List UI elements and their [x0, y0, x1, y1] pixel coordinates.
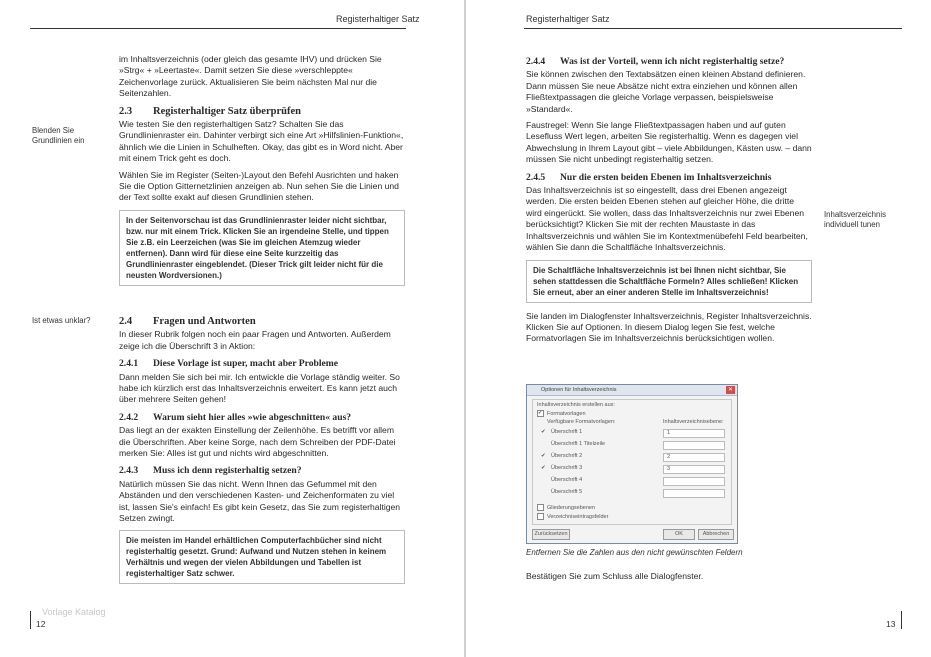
section-heading-2-4-2: 2.4.2 Warum sieht hier alles »wie abgeschnitten« aus? — [119, 411, 352, 423]
running-head-right: Registerhaltiger Satz — [526, 14, 610, 24]
running-head-left: Registerhaltiger Satz — [336, 14, 420, 24]
intro-paragraph: im Inhaltsverzeichnis (oder gleich das gesamte IHV) und drücken Sie »Strg« + »Leertaste«. Damit setzen Sie diese »verschleppte« Zeichenvorlage zurück. Aktualisieren Sie beim nächsten Mal nur die Seitenzahlen. — [119, 54, 382, 99]
col-level: Inhaltsverzeichnisebene: — [663, 419, 724, 425]
paragraph: Wählen Sie im Register (Seiten-)Layout den Befehl Ausrichten und haken Sie die Option Gitternetzlinien anzeigen ab. Nun sehen Sie die Linien und der Text sollte exakt auf diesen Grundlinien stehen. — [119, 169, 399, 203]
tip-box: In der Seitenvorschau ist das Grundlinienraster leider nicht sichtbar, bzw. nur mit einem Trick. Klicken Sie an irgendeine Stelle, und tippen Sie z.B. ein Leerzeichen (was Sie im gleichen Atemzug wieder entfernen). Dann wird für diese eine Seite kurzzeitig das Grundlinienraster eingeblendet. (Dieser Trick gilt leider nicht für die neusten Wordversionen.) — [119, 210, 405, 286]
section-heading-2-4: 2.4 Fragen und Antworten — [119, 315, 256, 327]
formatvorlagen-checkbox[interactable]: ✔ Formatvorlagen — [538, 410, 586, 417]
tip-box: Die Schaltfläche Inhaltsverzeichnis ist bei Ihnen nicht sichtbar, Sie sehen stattdessen die Schaltfläche Formeln? Alles schließen! Klicken Sie erneut, aber an einer anderen Stelle im Inhaltsverzeichnis! — [526, 260, 812, 303]
margin-note-ihv: Inhaltsverzeichnis individuell tunen — [824, 210, 886, 229]
section-heading-2-4-5: 2.4.5 Nur die ersten beiden Ebenen im Inhaltsverzeichnis — [526, 171, 772, 183]
dialog-title: Optionen für Inhaltsverzeichnis — [527, 385, 737, 396]
col-available: Verfügbare Formatvorlagen: — [547, 419, 616, 425]
style-row: Überschrift 5 — [551, 489, 583, 495]
section-heading-2-4-1: 2.4.1 Diese Vorlage ist super, macht aber Probleme — [119, 358, 339, 370]
paragraph: Sie landen im Dialogfenster Inhaltsverzeichnis, Register Inhaltsverzeichnis. Klicken Sie auf Optionen. In diesem Dialog legen Sie fest, welche Formatvorlagen Sie im Inhaltsverzeichnis berücksichtigen wollen. — [526, 310, 812, 344]
group-label: Inhaltsverzeichnis erstellen aus: — [537, 402, 615, 408]
dialog-group — [532, 399, 732, 525]
footer-bar-left — [30, 611, 31, 629]
level-field[interactable] — [663, 489, 725, 498]
figure-caption: Entfernen Sie die Zahlen aus den nicht gewünschten Feldern — [526, 548, 743, 557]
toc-options-dialog — [526, 384, 738, 544]
margin-note-unklar: Ist etwas unklar? — [32, 316, 91, 325]
header-rule-left — [30, 28, 406, 29]
level-field[interactable]: 3 — [663, 465, 725, 474]
right-body — [526, 56, 812, 350]
left-body — [119, 54, 405, 592]
paragraph: Wie testen Sie den registerhaltigen Satz? Schalten Sie das Grundlinienraster ein. Dahinter verbirgt sich eine Art »Hilfslinien-Funktion«, ähnlich wie die Linien in Schulheften. Okay, das gibt es in Word nicht. Aber mit einem Trick geht es doch. — [119, 119, 404, 164]
page-number-left: 12 — [36, 619, 46, 629]
section-heading-2-3: 2.3 Registerhaltiger Satz überprüfen — [119, 105, 301, 117]
paragraph: Dann melden Sie sich bei mir. Ich entwickle die Vorlage ständig weiter. So habe ich kürzlich erst das Inhaltsverzeichnis erweitert. Es kann jetzt auch über mehrere Seiten gehen! — [119, 371, 400, 405]
paragraph: Sie können zwischen den Textabsätzen einen kleinen Abstand definieren. Dann müssen Sie neue Absätze nicht extra einziehen und können allen Fließtextpassagen die gleiche Vorlage verpassen, beispielsweise »Standard«. — [526, 69, 806, 114]
margin-note-grundlinien: Blenden Sie Grundlinien ein — [32, 126, 85, 145]
cancel-button[interactable]: Abbrechen — [698, 529, 734, 540]
section-heading-2-4-4: 2.4.4 Was ist der Vorteil, wenn ich nicht registerhaltig setze? — [526, 56, 785, 67]
paragraph: In dieser Rubrik folgen noch ein paar Fragen und Antworten. Außerdem zeige ich die Überschrift 3 in Aktion: — [119, 329, 391, 351]
ok-button[interactable]: OK — [663, 529, 695, 540]
page-number-right: 13 — [886, 619, 896, 629]
reset-button[interactable]: Zurücksetzen — [532, 529, 570, 540]
paragraph: Das Inhaltsverzeichnis ist so eingestellt, dass drei Ebenen angezeigt werden. Die ersten beiden Ebenen stehen auf gleicher Höhe, die dritte wird eingerückt. Sie wollen, dass das Inhaltsverzeichnis nur zwei Ebenen berücksichtigt? Klicken Sie mit der rechten Maustaste in das Inhaltsverzeichnis und wählen Sie im Kontextmenübefehl Feld bearbeiten, wählen Sie dann die Schaltfläche Inhaltsverzeichnis. — [526, 185, 808, 253]
tip-box: Die meisten im Handel erhältlichen Computerfachbücher sind nicht registerhaltig gesetzt. Grund: Aufwand und Nutzen stehen in keinem Verhältnis und wegen der vielen Abbildungen und Tabellen ist registerhaltiger Satz schwer. — [119, 530, 405, 584]
close-icon[interactable]: ✕ — [727, 387, 734, 393]
paragraph: Faustregel: Wenn Sie lange Fließtextpassagen haben und auf guten Lesefluss Wert legen, arbeiten Sie registerhaltig. Wenn es dagegen viel Abwechslung in Ihrem Layout gibt – viele Abbildungen, Kästen usw. – dann müssen Sie nicht unbedingt registerhaltig setzen. — [526, 120, 812, 165]
watermark: Vorlage Katalog — [42, 607, 106, 617]
style-row: ✔ Überschrift 3 — [541, 465, 583, 471]
style-row: Überschrift 4 — [551, 477, 583, 483]
style-row: ✔ Überschrift 1 — [541, 429, 583, 435]
section-heading-2-4-3: 2.4.3 Muss ich denn registerhaltig setzen? — [119, 465, 302, 477]
footer-bar-right — [901, 611, 902, 629]
gliederung-checkbox[interactable]: Gliederungsebenen — [537, 504, 595, 511]
header-rule-right — [524, 28, 902, 29]
level-field[interactable] — [663, 477, 725, 486]
level-field[interactable]: 1 — [663, 429, 725, 438]
style-row: Überschrift 1 Titelzeile — [551, 441, 606, 447]
paragraph: Natürlich müssen Sie das nicht. Wenn Ihnen das Gefummel mit den Abständen und den verschiedenen Kasten- und Zeichenformaten zu viel ist, lassen Sie's einfach! Es gibt kein Gesetz, das Sie zum registerhaltigen Setzen zwingt. — [119, 478, 401, 523]
level-field[interactable]: 2 — [663, 453, 725, 462]
eintrag-checkbox[interactable]: Verzeichniseintragsfelder — [537, 513, 608, 520]
closing-paragraph: Bestätigen Sie zum Schluss alle Dialogfenster. — [526, 571, 704, 581]
paragraph: Das liegt an der exakten Einstellung der Zeilenhöhe. Es betrifft vor allem die Überschriften. Aber keine Sorge, nach dem Schreiben der PDF-Datei merken Sie: Alles ist gut und nichts wird abgeschnitten. — [119, 425, 396, 458]
level-field[interactable] — [663, 441, 725, 450]
style-row: ✔ Überschrift 2 — [541, 453, 583, 459]
